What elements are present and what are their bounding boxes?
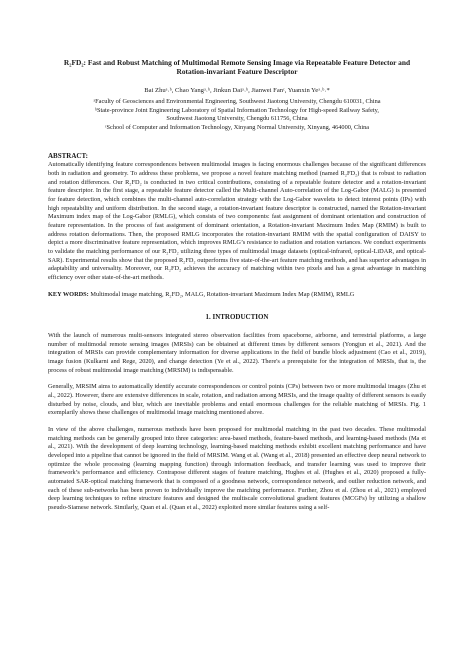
keywords [48, 291, 426, 300]
affiliation-b-cont: Southwest Jiaotong University, Chengdu 611756, China [166, 115, 308, 123]
affiliations [48, 98, 426, 132]
intro-paragraph-3: In view of the above challenges, numerous methods have been proposed for multimodal matching in the past two decades. These multimodal matching methods can be generally grouped into three categories: area-based methods, feature-based methods, and learning-based methods (Ma et al., 2021). With the development of deep learning technology, learning-based matching methods exhibit excellent matching performance and have developed into a pipeline that cannot be ignored in the field of MRSIM. Wang et al. (Wang et al., 2018) presented an effective deep neural network to optimize the whole processing (learning mapping function) through information feedback, and transfer learning was used to improve their framework’s performance and efficiency. Contrapose different stages of feature matching, Hughes et al. (Hughes et al., 2020) proposed a fully-automated SAR-optical matching framework that is composed of a goodness network, correspondence network, and outlier reduction network, and each of these sub-networks has been proven to individually improve the matching performance. Further, Zhou et al. (Zhou et al., 2021) employed deep learning techniques to refine structure features and designed the multiscale convolutional gradient features (MCGFs) by utilizing a shallow pseudo-Siamese network. Similarly, Quan et al. (Quan et al., 2022) exploited more similar features using a self- [48, 426, 426, 511]
affiliation-b: ᵇState-province Joint Engineering Laboratory of Spatial Information Technology for High-speed Railway Safety, [95, 106, 379, 114]
intro-paragraph-1: With the launch of numerous multi-sensors integrated stereo observation facilities from spaceborne, airborne, and terrestrial platforms, a large number of multimodal remote sensing images (MRSIs) can be obtained at different times by different sensors (Yongjun et al., 2021). And the integration of MRSIs can provide complementary information for diverse applications in the field of bundle block adjustment (Cao et al., 2019), image fusion (Kulkarni and Rege, 2020), and change detection (Ye et al., 2022). There's a prerequisite for the integration of MRSIs, that is, the process of robust multimodal image matching (MRSIM) is indispensable. [48, 332, 426, 374]
introduction-body [48, 332, 426, 512]
affiliation-c: ᶜSchool of Computer and Information Technology, Xinyang Normal University, Xinyang, 464000, China [104, 123, 370, 131]
affiliation-a: ᵃFaculty of Geosciences and Environmental Engineering, Southwest Jiaotong University, Chengdu 610031, China [93, 98, 381, 105]
abstract-text: Automatically identifying feature correspondences between multimodal images is facing enormous challenges because of the significant differences both in radiation and geometry. To address these problems, we propose a novel feature matching method (named R₂FD₂) that is robust to radiation and rotation differences. Our R₂FD₂ is conducted in two critical contributions, consisting of a repeatable feature detector and a rotation-invariant feature descriptor. In the first stage, a repeatable feature detector called the Multi-channel Auto-correlation of the Log-Gabor (MALG) is presented for feature detection, which combines the multi-channel auto-correlation strategy with the Log-Gabor wavelets to detect interest points (IPs) with high repeatability and uniform distribution. In the second stage, a rotation-invariant feature descriptor is constructed, named the Rotation-invariant Maximum index map of the Log-Gabor (RMLG), which consists of two components: fast assignment of dominant orientation and construction of feature representation. In the process of fast assignment of dominant orientation, a Rotation-invariant Maximum Index Map (RMIM) is built to address rotation deformations. Then, the proposed RMLG incorporates the rotation-invariant RMIM with the spatial configuration of DAISY to depict a more discriminative feature representation, which improves RMLG’s resistance to radiation and rotation variances. We conduct experiments to validate the matching performance of our R₂FD₂ utilizing three types of multimodal image datasets (optical-infrared, optical-LiDAR, and optical-SAR). Experimental results show that the proposed R₂FD₂ outperforms five state-of-the-art feature matching methods, and has superior advantages in adaptability and universality. Moreover, our R₂FD₂ achieves the accuracy of matching within two pixels and has a great advantage in matching efficiency over other state-of-the-art methods. [48, 161, 426, 281]
intro-paragraph-2: Generally, MRSIM aims to automatically identify accurate correspondences or control points (CPs) between two or more multimodal images (Zhu et al., 2022). However, there are extensive differences in scale, rotation, and radiation among MRSIs, and the image quality of different sensors is easily disturbed by noise, clouds, and blur, which are inevitable problems and entail enormous challenges for the reliable matching of MRSIs. Fig. 1 exemplarily shows these challenges of multimodal image matching mentioned above. [48, 383, 426, 417]
author-list: Bai Zhuᵃ˒ᵇ, Chao Yangᵃ˒ᵇ, Jinkun Daiᵃ˒ᵇ, Jianwei Fanᶜ, Yuanxin Yeᵃ˒ᵇ˒* [144, 87, 330, 94]
abstract-heading: ABSTRACT: [48, 152, 88, 161]
paper-title [48, 58, 426, 76]
title-line-2: Rotation-invariant Feature Descriptor [176, 67, 298, 76]
section-heading-introduction: 1. INTRODUCTION [205, 313, 269, 322]
keywords-text: Multimodal image matching, R₂FD₂, MALG, Rotation-invariant Maximum Index Map (RMIM), RMLG [90, 290, 355, 298]
title-line-1: R₂FD₂: Fast and Robust Matching of Multimodal Remote Sensing Image via Repeatable Feature Detector and [63, 58, 411, 67]
keywords-label: KEY WORDS: [48, 290, 89, 298]
